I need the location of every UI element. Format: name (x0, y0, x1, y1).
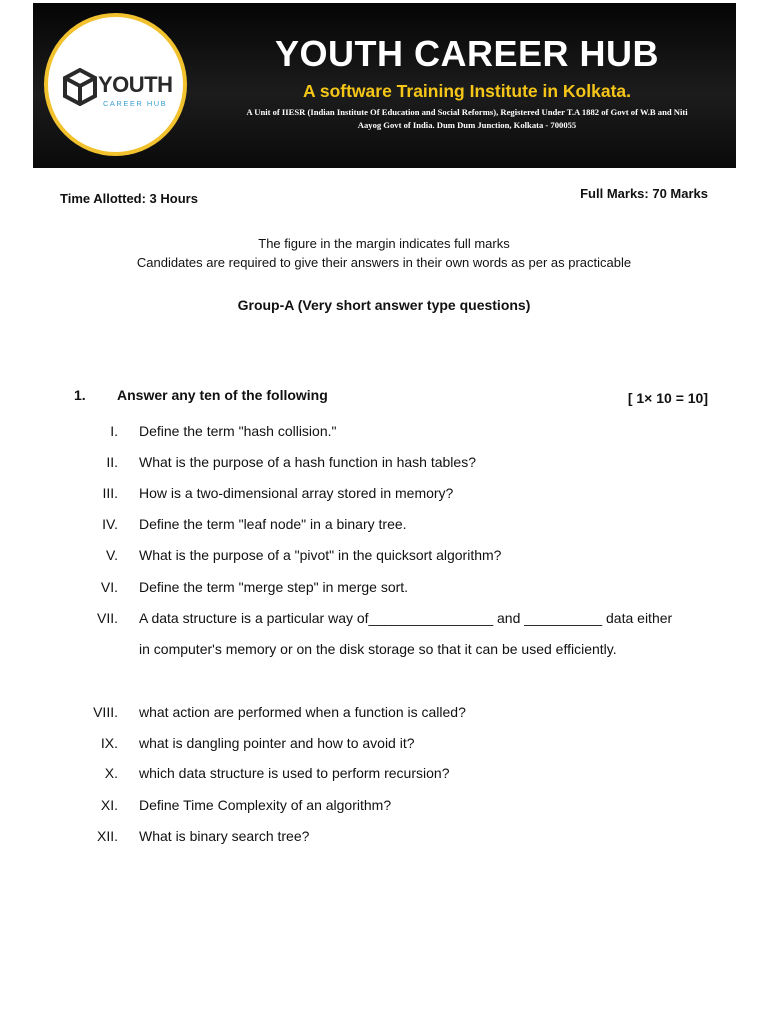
logo-subtext: CAREER HUB (103, 99, 168, 108)
item-numeral: IX. (100, 735, 118, 751)
item-numeral: XI. (100, 797, 118, 813)
item-numeral: I. (110, 423, 118, 439)
item-numeral: X. (104, 765, 118, 781)
item-numeral: III. (102, 485, 118, 501)
logo-text: YOUTH (98, 72, 173, 97)
item-text: Define the term "leaf node" in a binary tree. (139, 516, 407, 532)
logo (44, 13, 187, 156)
cube-icon (63, 68, 97, 106)
item-numeral: IV. (102, 516, 118, 532)
full-marks: Full Marks: 70 Marks (580, 186, 708, 201)
item-text: what is dangling pointer and how to avoid it? (139, 735, 415, 751)
question-title: Answer any ten of the following (117, 387, 328, 403)
item-text: How is a two-dimensional array stored in memory? (139, 485, 454, 501)
institute-tagline: A software Training Institute in Kolkata. (302, 81, 631, 101)
time-allotted: Time Allotted: 3 Hours (60, 191, 198, 206)
item-text: Define the term "hash collision." (139, 423, 337, 439)
item-numeral: VII. (96, 610, 118, 626)
institute-title: YOUTH CAREER HUB (274, 33, 659, 74)
question-number: 1. (74, 387, 86, 403)
item-text: What is binary search tree? (139, 828, 310, 844)
item-text: what action are performed when a function is called? (139, 704, 466, 720)
item-text: A data structure is a particular way of________________ and __________ data either in computer's memory or on the disk storage so that it can be used efficiently. (139, 610, 673, 657)
item-numeral: V. (106, 547, 118, 563)
item-text: Define Time Complexity of an algorithm? (139, 797, 392, 813)
item-numeral: II. (106, 454, 118, 470)
item-numeral: VI. (100, 579, 118, 595)
group-heading: Group-A (Very short answer type questions) (237, 297, 531, 313)
instruction-line-2: Candidates are required to give their answers in their own words as per as practicable (136, 255, 632, 270)
question-marks: [ 1× 10 = 10] (627, 390, 708, 406)
item-numeral: VIII. (93, 704, 118, 720)
item-text: What is the purpose of a hash function in hash tables? (139, 454, 476, 470)
item-text: What is the purpose of a "pivot" in the quicksort algorithm? (139, 547, 502, 563)
item-numeral: XII. (96, 828, 118, 844)
item-text: which data structure is used to perform recursion? (139, 765, 450, 781)
instruction-line-1: The figure in the margin indicates full marks (258, 236, 510, 251)
institute-description: A Unit of IIESR (Indian Institute Of Education and Social Reforms), Registered Under T.A 1882 of Govt of W.B and Niti Aayog Govt of India. Dum Dum Junction, Kolkata - 700055 (246, 107, 688, 130)
item-text: Define the term "merge step" in merge sort. (139, 579, 409, 595)
header-banner (33, 3, 736, 168)
